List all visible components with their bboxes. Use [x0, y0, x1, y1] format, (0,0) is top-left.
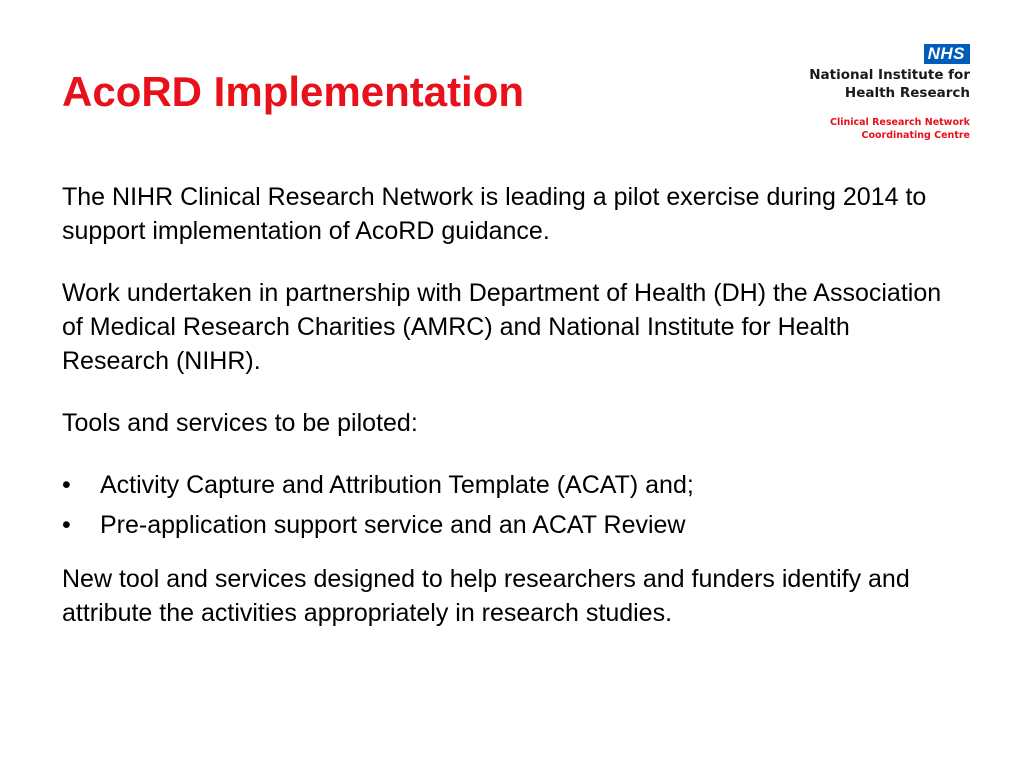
tools-heading: Tools and services to be piloted: — [62, 409, 418, 437]
bullet-list — [62, 468, 962, 542]
bullet-text: Pre-application support service and an ACAT Review — [100, 511, 686, 539]
bullet-item — [62, 468, 962, 502]
logo-subline-1: Clinical Research Network — [829, 117, 970, 128]
nihr-logo — [770, 44, 970, 142]
bullet-item — [62, 508, 962, 542]
logo-line-2: Health Research — [844, 85, 970, 101]
bullet-dot-icon: • — [62, 511, 71, 539]
partnership-paragraph: Work undertaken in partnership with Department of Health (DH) the Association of Medical Research Charities (AMRC) and National Institute for Health Research (NIHR). — [62, 279, 942, 375]
slide-body — [62, 180, 962, 630]
slide-title: AcoRD Implementation — [62, 68, 525, 115]
bullet-dot-icon: • — [62, 471, 71, 499]
intro-paragraph: The NIHR Clinical Research Network is leading a pilot exercise during 2014 to support implementation of AcoRD guidance. — [62, 183, 927, 245]
logo-subline-2: Coordinating Centre — [861, 130, 970, 141]
bullet-text: Activity Capture and Attribution Template (ACAT) and; — [100, 471, 694, 499]
conclusion-paragraph: New tool and services designed to help researchers and funders identify and attribute the activities appropriately in research studies. — [62, 565, 910, 627]
nhs-badge: NHS — [924, 44, 970, 64]
logo-line-1: National Institute for — [809, 67, 970, 83]
